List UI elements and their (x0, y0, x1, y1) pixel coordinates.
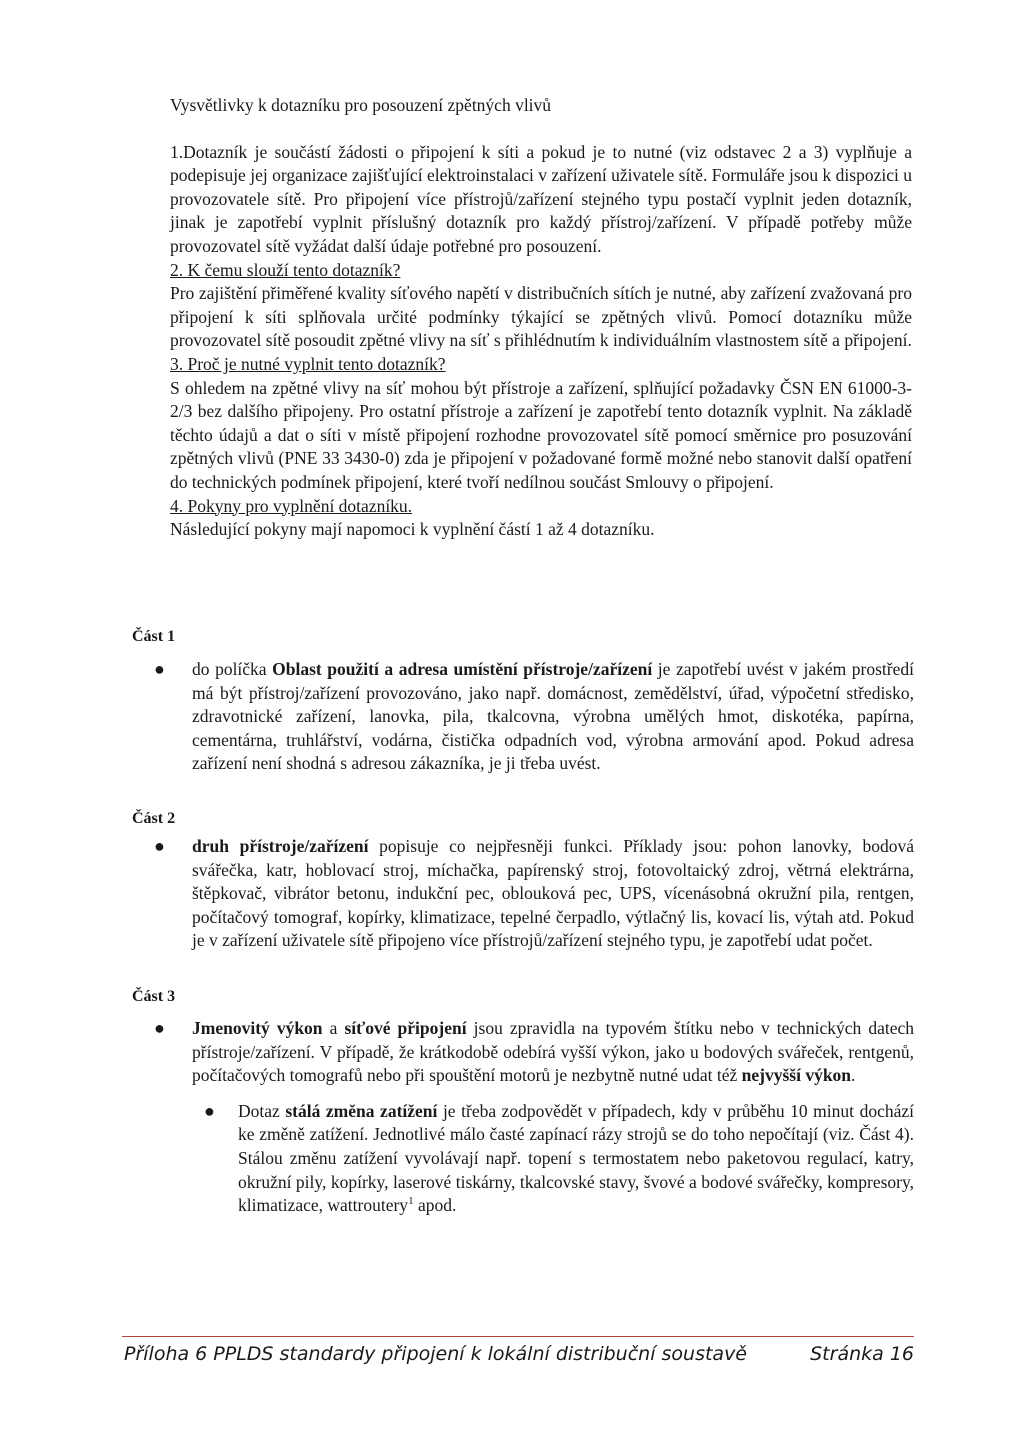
bullet-icon: ● (204, 1100, 215, 1121)
footer-title: Příloha 6 PPLDS standardy připojení k lokální distribuční soustavě (124, 1343, 748, 1365)
list-item (154, 658, 914, 776)
part-2-text: druh přístroje/zařízení popisuje co nejpřesněji funkci. Příklady jsou: pohon lanovky, bodová svářečka, katr, hoblovací stroj, míchačka, papírenský stroj, fotovoltaický zdroj, větrná elektrárna, štěpkovač, vibrátor betonu, indukční pec, oblouková pec, UPS, vícenásobná okružní pila, rentgen, počítačový tomograf, kopírky, klimatizace, tepelné čerpadlo, výtlačný lis, kovací lis, výtah atd. Pokud je v zařízení uživatele sítě připojeno více přístrojů/zařízení stejného typu, je zapotřebí udat počet. (192, 836, 914, 951)
part-3-text: Jmenovitý výkon a síťové připojení jsou zpravidla na typovém štítku nebo v technických datech přístroje/zařízení. V případě, že krátkodobě odebírá vyšší výkon, jako u bodových svářeček, rentgenů, počítačových tomografů nebo při spouštění motorů je nezbytně nutné udat též nejvyšší výkon. (192, 1018, 915, 1086)
part-1-text: do políčka Oblast použití a adresa umístění přístroje/zařízení je zapotřebí uvést v jakém prostředí má být přístroj/zařízení provozováno, jako např. domácnost, zemědělství, úřad, výpočetní středisko, zdravotnické zařízení, lanovka, pila, tkalcovna, výrobna umělých hmot, diskotéka, papírna, cementárna, truhlářství, vodárna, čistička odpadních vod, výrobna armování apod. Pokud adresa zařízení není shodná s adresou zákazníka, je ji třeba uvést. (192, 659, 914, 774)
section-3-text: S ohledem na zpětné vlivy na síť mohou být přístroje a zařízení, splňující požadavky ČSN EN 61000-3-2/3 bez dalšího připojeny. Pro ostatní přístroje a zařízení je zapotřebí tento dotazník vyplnit. Na základě těchto údajů a dat o síti v místě připojení rozhodne provozovatel sítě pomocí směrnice pro posuzování zpětných vlivů (PNE 33 3430-0) zda je připojení v požadované formě možné nebo stanovit další opatření do technických podmínek připojení, které tvoří nedílnou součást Smlouvy o připojení. (170, 377, 912, 492)
list-item (204, 1100, 914, 1218)
part-1-block (154, 658, 914, 776)
bullet-icon: ● (154, 1018, 165, 1038)
section-2-text: Pro zajištění přiměřené kvality síťového napětí v distribučních sítích je nutné, aby zařízení zvažovaná pro připojení k síti splňovala určité podmínky týkající se zpětných vlivů. Pomocí dotazníku může provozovatel sítě posoudit zpětné vlivy na síť s přihlédnutím k individuálním vlastnostem sítě a připojení. (170, 283, 912, 351)
footnote-marker: 1 (408, 1195, 414, 1208)
list-item (154, 835, 914, 953)
part-2-block (154, 835, 914, 953)
part-3-label: Část 3 (132, 988, 176, 1005)
section-4-text: Následující pokyny mají napomoci k vyplnění částí 1 až 4 dotazníku. (170, 519, 655, 540)
section-2-heading: 2. K čemu slouží tento dotazník? (170, 259, 401, 280)
footer-divider (122, 1336, 914, 1337)
bullet-icon: ● (154, 836, 165, 856)
part-3-block (154, 1017, 914, 1218)
section-4-heading: 4. Pokyny pro vyplnění dotazníku. (170, 495, 413, 516)
page-number: Stránka 16 (810, 1343, 914, 1365)
section-3-heading: 3. Proč je nutné vyplnit tento dotazník? (170, 353, 446, 374)
bullet-icon: ● (154, 659, 165, 679)
page-footer (124, 1343, 914, 1365)
main-text (170, 94, 912, 542)
section-1-text: 1.Dotazník je součástí žádosti o připojení k síti a pokud je to nutné (viz odstavec 2 a 3) vyplňuje a podepisuje jej organizace zajišťující elektroinstalaci v zařízení uživatele sítě. Formuláře jsou k dispozici u provozovatele sítě. Pro připojení více přístrojů/zařízení stejného typu postačí vyplnit jeden dotazník, jinak je zapotřebí vyplnit příslušný dotazník pro každý přístroj/zařízení. V případě potřeby může provozovatel sítě vyžádat další údaje potřebné pro posouzení. (170, 141, 912, 256)
document-title: Vysvětlivky k dotazníku pro posouzení zpětných vlivů (170, 95, 552, 115)
list-item (154, 1017, 914, 1088)
part-2-label: Část 2 (132, 810, 176, 827)
part-1-label: Část 1 (132, 628, 176, 645)
part-3-sub-text: Dotaz stálá změna zatížení je třeba zodpovědět v případech, kdy v průběhu 10 minut dochází ke změně zatížení. Jednotlivé málo časté zapínací rázy strojů se do toho nepočítají (viz. Část 4). Stálou změnu zatížení vyvolávají např. topení s termostatem nebo paketovou regulací, katry, okružní pily, kopírky, laserové tiskárny, tkalcovské stavy, švové a bodové svářečky, kompresory, klimatizace, wattroutery$^1$ apod. (238, 1100, 914, 1216)
